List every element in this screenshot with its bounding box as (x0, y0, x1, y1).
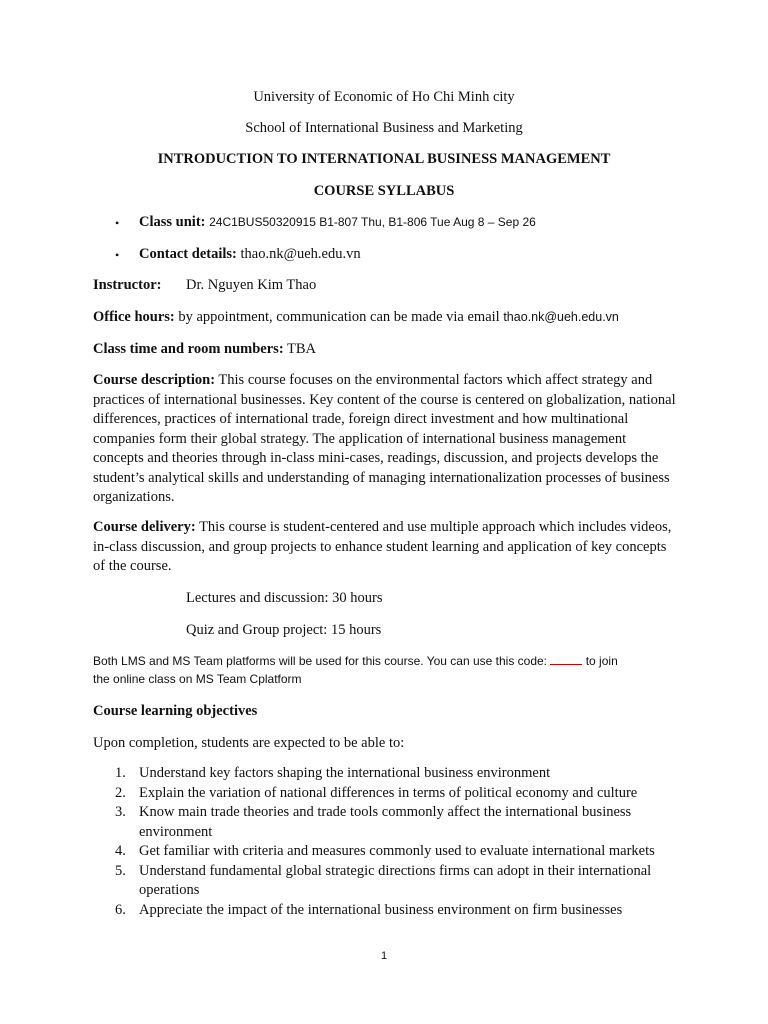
objective-text: Know main trade theories and trade tools commonly affect the international business environment (139, 804, 632, 840)
course-description (93, 371, 678, 508)
instructor-name: Dr. Nguyen Kim Thao (186, 277, 317, 293)
course-delivery-label: Course delivery: (93, 519, 196, 535)
objective-item (93, 803, 678, 842)
syllabus-title: COURSE SYLLABUS (313, 183, 455, 199)
objective-number: 3. (115, 804, 126, 820)
objectives-heading: Course learning objectives (93, 703, 258, 719)
course-delivery-text: This course is student-centered and use multiple approach which includes videos, in-class discussion, and group projects to enhance student learning and application of key concepts of the course. (93, 519, 672, 574)
course-title: INTRODUCTION TO INTERNATIONAL BUSINESS MANAGEMENT (157, 151, 611, 167)
objectives-list (93, 764, 678, 920)
objective-item (93, 901, 678, 921)
university-name: University of Economic of Ho Chi Minh city (253, 89, 515, 105)
objective-text: Understand fundamental global strategic directions firms can adopt in their international operations (139, 862, 652, 898)
quiz-hours: Quiz and Group project: 15 hours (186, 622, 382, 638)
objective-text: Get familiar with criteria and measures commonly used to evaluate international markets (139, 843, 655, 859)
objective-item (93, 842, 678, 862)
class-unit-label: Class unit: (139, 214, 206, 230)
team-code-blank (550, 652, 582, 665)
instructor-label: Instructor: (93, 277, 162, 293)
class-time-value: TBA (287, 341, 317, 357)
class-unit-value: 24C1BUS50320915 B1-807 Thu, B1-806 Tue Aug 8 – Sep 26 (209, 215, 536, 229)
objective-number: 1. (115, 765, 126, 781)
objective-number: 2. (115, 784, 126, 801)
platforms-text-after: to join (585, 654, 618, 668)
bullet-contact: • (115, 248, 120, 262)
platforms-text: Both LMS and MS Team platforms will be used for this course. You can use this code: (93, 654, 548, 668)
school-name: School of International Business and Marketing (245, 120, 523, 136)
objective-item (93, 784, 678, 804)
objective-text: Understand key factors shaping the international business environment (139, 765, 551, 781)
objective-number: 6. (115, 901, 126, 918)
objective-text: Appreciate the impact of the international business environment on firm businesses (139, 901, 623, 918)
class-unit-line (139, 213, 724, 233)
contact-email: thao.nk@ueh.edu.vn (240, 246, 361, 262)
objective-text: Explain the variation of national differences in terms of political economy and culture (139, 784, 638, 801)
objective-number: 4. (115, 843, 126, 859)
office-hours-email: thao.nk@ueh.edu.vn (503, 310, 619, 324)
office-hours-line (93, 308, 678, 328)
contact-label: Contact details: (139, 246, 237, 262)
objective-item (93, 764, 678, 784)
platforms-line1 (93, 652, 678, 671)
lectures-hours: Lectures and discussion: 30 hours (186, 590, 383, 606)
objectives-intro: Upon completion, students are expected to be able to: (93, 735, 405, 751)
bullet-class-unit: • (115, 216, 120, 230)
objective-item (93, 862, 678, 901)
platforms-line2: the online class on MS Team Cplatform (93, 672, 302, 686)
office-hours-value: by appointment, communication can be made via email (178, 309, 500, 325)
instructor-line (93, 276, 678, 296)
page-number: 1 (380, 950, 388, 962)
course-description-label: Course description: (93, 372, 216, 388)
class-time-line (93, 340, 678, 360)
class-time-label: Class time and room numbers: (93, 341, 284, 357)
contact-line (139, 245, 724, 265)
course-delivery (93, 518, 678, 577)
office-hours-label: Office hours: (93, 309, 175, 325)
objective-number: 5. (115, 862, 126, 879)
course-description-text: This course focuses on the environmental factors which affect strategy and practices of international businesses. Key content of the course is centered on globalization, national differences, practices of international trade, foreign direct investment and how multinational companies form their global strategy. The application of international business management concepts and theories through in-class mini-cases, readings, discussion, and projects develops the student’s analytical skills and understanding of managing internationalization processes of business organizations. (93, 372, 676, 505)
